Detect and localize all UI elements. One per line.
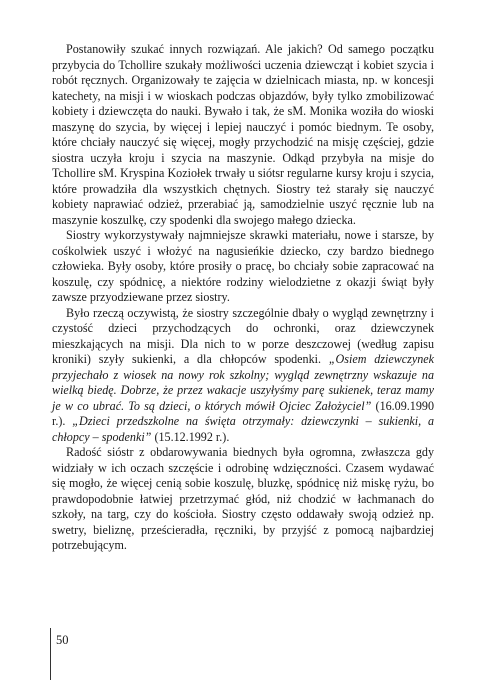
paragraph-2 xyxy=(52,228,434,306)
paragraph-2-text: Siostry wykorzystywały najmniejsze skrawki materiału, nowe i starsze, by cośkolwiek uszyć i włożyć na nagusieńkie dziecko, czy bardzo biednego człowieka. Były osoby, które prosiły o pracę, bo chciały sobie zapracować na koszulę, czy spódnicę, a niektóre rodziny wielodzietne z okazji świąt były zawsze przyodziewane przez siostry. xyxy=(52,228,434,304)
quote-1-date: (16.09.1990 r.). xyxy=(52,398,434,428)
page-number: 50 xyxy=(56,633,69,647)
paragraph-4-text: Radość sióstr z obdarowywania biednych była ogromna, zwłaszcza gdy widziały w ich oczach szczęście i odrobinę wdzięczności. Czasem wydawać się mogło, że więcej cenią sobie koszulę, bluzkę, spódnicę niż miskę ryżu, bo prawdopodobnie łatwiej przetrzymać głód, niż chodzić w łachmanach do szkoły, na targ, czy do kościoła. Siostry często oddawały swoją odzież np. swetry, bieliznę, prześcieradła, ręczniki, by przyjść z pomocą najbardziej potrzebującym. xyxy=(52,445,434,552)
paragraph-1 xyxy=(52,42,434,228)
chronicle-quote-2: „Dzieci przedszkolne na święta otrzymały: dziewczynki – sukienki, a chłopcy – spodenki” xyxy=(52,414,435,444)
paragraph-3-text: Było rzeczą oczywistą, że siostry szczególnie dbały o wygląd zewnętrzny i czystość dzieci przychodzących do ochronki, oraz dziewczynek mieszkających na misji. Dla nich to w porze deszczowej (według zapisu kroniki) szyły sukienki, a dla chłopców spodenki. xyxy=(52,305,434,366)
margin-rule xyxy=(50,628,51,680)
paragraph-1-text: Postanowiły szukać innych rozwiązań. Ale jakich? Od samego początku przybycia do Tchollire szukały możliwości uczenia dziewcząt i kobiet szycia i robót ręcznych. Organizowały te zajęcia w dzielnicach miasta, np. w koncesji katechety, na misji i w wioskach podczas objazdów, były tylko zmobilizować kobiety i dziewczęta do nauki. Bywało i tak, że sM. Monika woziła do wioski maszynę do szycia, by więcej i lepiej nauczyć i pomóc biednym. Te osoby, które chciały nauczyć się więcej, mogły przychodzić na misję częściej, gdzie siostra uczyła kroju i szycia na maszynie. Odkąd przybyła na misje do Tchollire sM. Kryspina Koziołek trwały u siótsr regularne kursy kroju i szycia, które prowadziła dla wszystkich chętnych. Siostry też starały się nauczyć kobiety naprawiać odzież, przerabiać ją, samodzielnie uszyć ręcznie lub na maszynie koszulkę, czy spodenki dla swojego małego dziecka. xyxy=(52,42,434,227)
paragraph-3 xyxy=(52,306,434,446)
chronicle-quote-1: „Osiem dziewczynek przyjechało z wiosek na nowy rok szkolny; wygląd zewnętrzny wskazuje na wielką biedę. Dobrze, że przez wakacje uszyłyśmy parę sukienek, teraz mamy je w co ubrać. To są dzieci, o których mówił Ojciec Założyciel” xyxy=(52,352,434,413)
quote-2-date: (15.12.1992 r.). xyxy=(151,429,230,444)
main-text xyxy=(52,42,434,554)
paragraph-4 xyxy=(52,445,434,554)
